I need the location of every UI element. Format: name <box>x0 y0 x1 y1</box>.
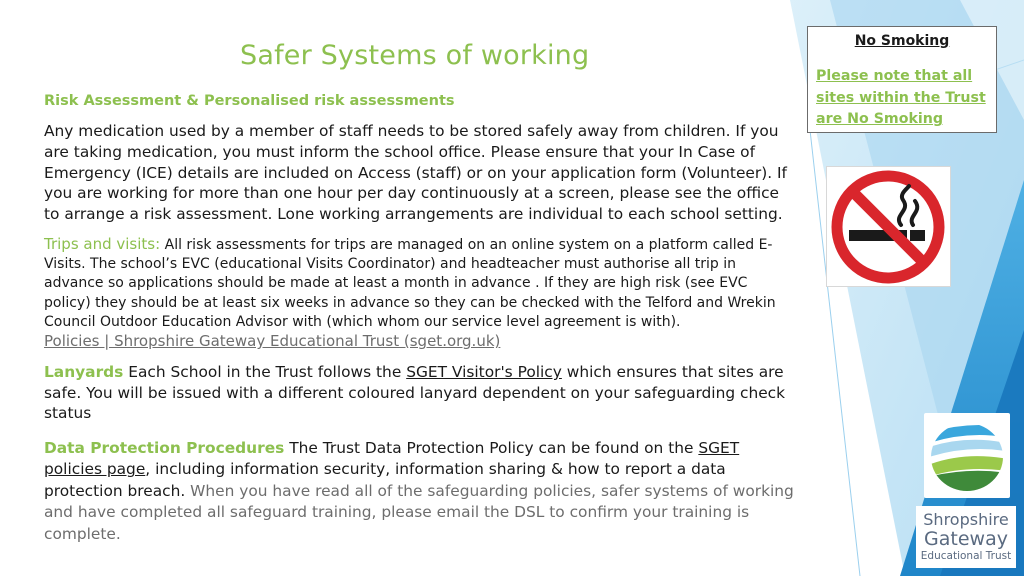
lanyards-paragraph <box>44 362 794 424</box>
sget-policies-link[interactable]: SGET policies page <box>44 438 740 479</box>
trust-logo-emblem <box>924 413 1010 498</box>
lanyards-label: Lanyards <box>44 363 124 382</box>
logo-line-gateway: Gateway <box>924 528 1008 550</box>
data-protection-text-before: The Trust Data Protection Policy can be found on the <box>284 438 699 457</box>
training-closing-note: When you have read all of the safeguarding policies, safer systems of working and have completed all safeguard training, please email the DSL to confirm your training is complete. <box>44 481 794 543</box>
no-smoking-note: Please note that all sites within the Trust are No Smoking <box>816 68 986 127</box>
no-smoking-sign-icon <box>827 167 950 286</box>
data-protection-label: Data Protection Procedures <box>44 438 285 457</box>
data-protection-text-after: , including information security, information sharing & how to report a data protection breach. <box>44 460 726 500</box>
risk-assessment-heading: Risk Assessment & Personalised risk assessments <box>44 93 455 109</box>
visitor-policy-link[interactable]: SGET Visitor's Policy <box>406 363 562 382</box>
trust-logo-emblem-icon <box>924 413 1010 498</box>
page-title: Safer Systems of working <box>240 40 590 71</box>
trust-logo-text <box>916 506 1016 568</box>
lanyards-text-after: which ensures that sites are safe. You will be issued with a different coloured lanyard dependent on your safeguarding check status <box>44 363 786 423</box>
trips-label: Trips and visits: <box>44 234 161 253</box>
no-smoking-title: No Smoking <box>854 33 950 49</box>
lanyards-text-before: Each School in the Trust follows the <box>123 363 407 382</box>
logo-line-shropshire: Shropshire <box>923 510 1009 529</box>
policies-link[interactable]: Policies | Shropshire Gateway Educational Trust (sget.org.uk) <box>44 332 501 350</box>
no-smoking-sign <box>826 166 951 287</box>
trips-body: All risk assessments for trips are managed on an online system on a platform called E-Visits. The school’s EVC (educational Visits Coordinator) and headteacher must authorise all trip in advance so applications should be made at least a month in advance . If they are high risk (see EVC policy) they should be at least six weeks in advance so they can be checked with the Telford and Wrekin Council Outdoor Education Advisor with (which whom our service level agreement is with). <box>44 236 776 330</box>
trips-paragraph <box>44 235 794 352</box>
data-protection-paragraph <box>44 438 794 545</box>
logo-line-educational-trust: Educational Trust <box>920 550 1012 562</box>
no-smoking-box <box>807 26 997 133</box>
risk-assessment-body: Any medication used by a member of staff needs to be stored safely away from children. If you are taking medication, you must inform the school office. Please ensure that your In Case of Emergency (ICE) details are included on Access (staff) or on your application form (Volunteer). If you are working for more than one hour per day continuously at a screen, please see the office to arrange a risk assessment. Lone working arrangements are individual to each school setting. <box>44 122 787 224</box>
main-content <box>44 93 794 545</box>
